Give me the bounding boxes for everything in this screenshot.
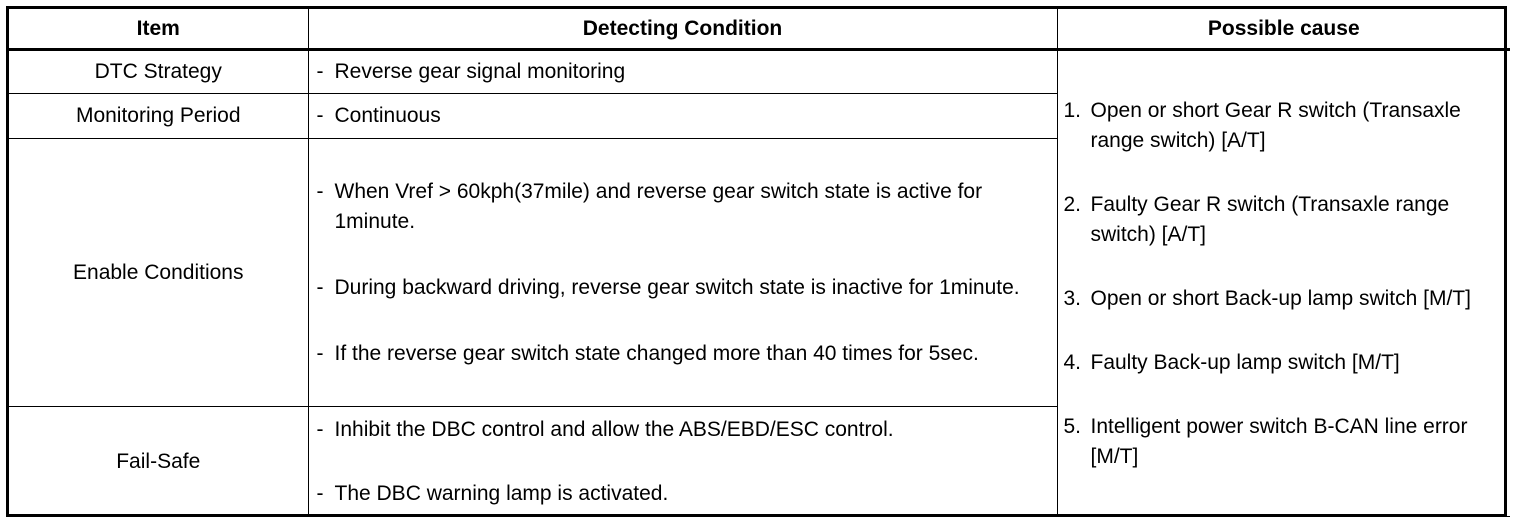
cause-text: Intelligent power switch B-CAN line error [M/T] (1090, 414, 1468, 468)
cause-item-4 (1064, 348, 1505, 378)
table-row-dtc-strategy (9, 50, 1510, 94)
cause-text: Faulty Back-up lamp switch [M/T] (1090, 350, 1400, 374)
condition-enable-conditions (308, 139, 1057, 407)
item-monitoring-period: Monitoring Period (9, 94, 308, 139)
condition-bullet (317, 57, 1049, 87)
condition-bullet (317, 339, 1049, 369)
condition-bullet (317, 101, 1049, 131)
condition-monitoring-period (308, 94, 1057, 139)
header-item: Item (9, 9, 308, 50)
cause-item-2 (1064, 190, 1505, 250)
item-enable-conditions: Enable Conditions (9, 139, 308, 407)
header-detecting-condition: Detecting Condition (308, 9, 1057, 50)
cause-number: 4. (1063, 350, 1082, 374)
item-fail-safe: Fail-Safe (9, 407, 308, 517)
dash: - (316, 179, 324, 203)
dash: - (316, 275, 324, 299)
condition-bullet (317, 273, 1049, 303)
table-header-row (9, 9, 1510, 50)
dtc-table (9, 9, 1510, 517)
cause-number: 2. (1063, 192, 1082, 216)
dash: - (316, 417, 324, 441)
cause-item-5 (1064, 412, 1505, 472)
condition-text: Inhibit the DBC control and allow the ABS/EBD/ESC control. (334, 417, 894, 441)
dash: - (316, 341, 324, 365)
cause-text: Open or short Gear R switch (Transaxle range switch) [A/T] (1090, 98, 1461, 152)
cause-item-1 (1064, 96, 1505, 156)
item-dtc-strategy: DTC Strategy (9, 50, 308, 94)
condition-dtc-strategy (308, 50, 1057, 94)
condition-text: When Vref > 60kph(37mile) and reverse gear switch state is active for 1minute. (334, 179, 983, 233)
cause-text: Open or short Back-up lamp switch [M/T] (1090, 286, 1471, 310)
cause-number: 1. (1063, 98, 1082, 122)
cause-number: 5. (1063, 414, 1082, 438)
header-possible-cause: Possible cause (1057, 9, 1510, 50)
condition-text: If the reverse gear switch state changed more than 40 times for 5sec. (334, 341, 979, 365)
condition-bullet (317, 177, 1049, 237)
condition-text: During backward driving, reverse gear switch state is inactive for 1minute. (334, 275, 1020, 299)
condition-bullet (317, 479, 1049, 509)
dash: - (316, 481, 324, 505)
dash: - (316, 60, 324, 83)
cause-item-3 (1064, 284, 1505, 314)
condition-bullet (317, 415, 1049, 445)
condition-fail-safe (308, 407, 1057, 517)
condition-text: Reverse gear signal monitoring (334, 60, 626, 83)
condition-text: Continuous (334, 104, 441, 127)
cause-text: Faulty Gear R switch (Transaxle range switch) [A/T] (1090, 192, 1450, 246)
dash: - (316, 104, 324, 127)
cause-number: 3. (1063, 286, 1082, 310)
dtc-table-frame (6, 6, 1507, 517)
possible-cause-cell (1057, 50, 1510, 517)
condition-text: The DBC warning lamp is activated. (334, 481, 669, 505)
